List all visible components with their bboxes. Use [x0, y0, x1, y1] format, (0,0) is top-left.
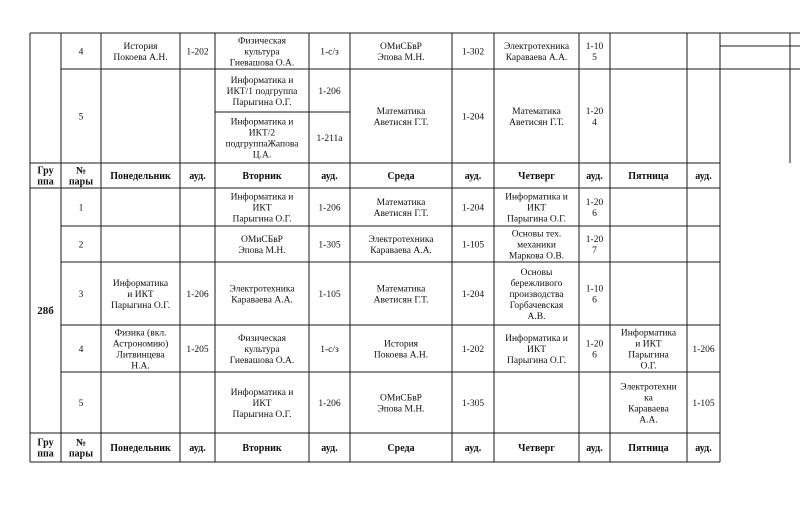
- subject-thursday: Электротехника Караваева А.А.: [503, 42, 570, 63]
- subject-tuesday: Электротехника Караваева А.А.: [229, 284, 295, 306]
- subject-monday: История Покоева А.Н.: [113, 42, 168, 63]
- header-cell: ауд.: [189, 171, 206, 182]
- header-cell: Гру ппа: [37, 437, 54, 460]
- room-thursday: 1-10 6: [585, 284, 604, 306]
- subject-tuesday-subgroup-2: Информатика и ИКТ/2 подгруппаЖапова Ц.А.: [225, 117, 299, 161]
- subject-thursday: Основы бережливого производства Горбачевская А.В.: [509, 268, 564, 322]
- header-cell: № пары: [68, 437, 94, 460]
- subject-wednesday: Математика Аветисян Г.Т.: [373, 107, 429, 128]
- room-friday: 1-206: [692, 345, 715, 355]
- group-name: 28б: [37, 305, 54, 317]
- room-tuesday: 1-305: [318, 240, 341, 251]
- header-cell: Вторник: [242, 443, 282, 454]
- subject-wednesday: ОМиСБвР Эпова М.Н.: [377, 393, 425, 415]
- room-wednesday: 1-204: [461, 203, 485, 214]
- room-friday: 1-105: [692, 399, 715, 409]
- room-monday: 1-205: [186, 345, 209, 355]
- header-cell: Среда: [387, 443, 415, 454]
- subject-monday: Информатика и ИКТ Парыгина О.Г.: [111, 279, 170, 311]
- room-wednesday: 1-204: [461, 290, 485, 300]
- header-cell: Вторник: [242, 171, 282, 182]
- room-tuesday: 1-с/з: [320, 47, 339, 58]
- header-cell: ауд.: [695, 171, 712, 182]
- pair-number: 5: [78, 112, 84, 123]
- header-cell: ауд.: [189, 443, 206, 454]
- room-thursday: 1-20 6: [585, 339, 604, 361]
- header-cell: ауд.: [321, 443, 338, 454]
- room-tuesday-subgroup-1: 1-206: [318, 87, 341, 97]
- header-cell: Четверг: [518, 171, 555, 182]
- subject-tuesday: Информатика и ИКТ Парыгина О.Г.: [230, 192, 294, 225]
- room-wednesday: 1-105: [461, 240, 485, 251]
- room-tuesday: 1-с/з: [320, 345, 339, 355]
- header-cell: ауд.: [321, 171, 338, 182]
- subject-friday: Электротехни ка Караваева А.А.: [620, 382, 677, 426]
- header-cell: ауд.: [695, 443, 712, 454]
- subject-thursday: Информатика и ИКТ Парыгина О.Г.: [505, 334, 568, 366]
- header-cell: Гру ппа: [37, 165, 54, 188]
- room-tuesday-subgroup-2: 1-211а: [316, 134, 343, 144]
- header-cell: ауд.: [464, 171, 482, 182]
- subject-tuesday: ОМиСБвР Эпова М.Н.: [238, 235, 286, 256]
- room-wednesday: 1-305: [461, 399, 485, 409]
- header-cell: Четверг: [518, 443, 555, 454]
- room-thursday: 1-10 5: [585, 42, 604, 63]
- subject-tuesday: Физическая культура Гиевашова О.А.: [229, 334, 295, 366]
- subject-wednesday: ОМиСБвР Эпова М.Н.: [377, 42, 425, 63]
- pair-number: 5: [78, 399, 84, 409]
- header-cell: ауд.: [586, 171, 603, 182]
- header-cell: Понедельник: [110, 171, 171, 182]
- pair-number: 1: [78, 203, 84, 214]
- pair-number: 2: [78, 240, 84, 251]
- room-tuesday: 1-105: [318, 290, 341, 300]
- subject-thursday: Информатика и ИКТ Парыгина О.Г.: [505, 192, 568, 225]
- room-thursday: 1-20 4: [585, 107, 604, 128]
- subject-thursday: Математика Аветисян Г.Т.: [509, 107, 564, 128]
- header-cell: ауд.: [586, 443, 603, 454]
- subject-wednesday: Электротехника Караваева А.А.: [368, 235, 434, 256]
- room-tuesday: 1-206: [318, 203, 341, 214]
- subject-tuesday: Физическая культура Гиевашова О.А.: [229, 36, 295, 69]
- room-monday: 1-206: [186, 290, 209, 300]
- subject-thursday: Основы тех. механики Маркова О.В.: [508, 229, 565, 262]
- header-cell: № пары: [68, 165, 94, 188]
- room-wednesday: 1-204: [461, 112, 485, 123]
- pair-number: 4: [78, 345, 84, 355]
- room-wednesday: 1-302: [461, 47, 485, 58]
- pair-number: 3: [78, 290, 84, 300]
- room-tuesday: 1-206: [318, 399, 341, 409]
- pair-number: 4: [78, 47, 84, 58]
- subject-monday: Физика (вкл. Астрономию) Литвинцева Н.А.: [112, 328, 169, 372]
- header-cell: Понедельник: [110, 443, 171, 454]
- subject-wednesday: Математика Аветисян Г.Т.: [373, 284, 429, 306]
- room-thursday: 1-20 6: [585, 198, 604, 219]
- table-cells: [37, 37, 715, 460]
- room-wednesday: 1-202: [461, 345, 485, 355]
- header-cell: Пятница: [628, 171, 669, 182]
- header-cell: ауд.: [464, 443, 482, 454]
- room-monday: 1-202: [186, 47, 209, 58]
- header-cell: Среда: [387, 171, 415, 182]
- header-cell: Пятница: [628, 443, 669, 454]
- subject-wednesday: История Покоева А.Н.: [373, 339, 429, 361]
- subject-tuesday: Информатика и ИКТ Парыгина О.Г.: [230, 388, 294, 420]
- subject-wednesday: Математика Аветисян Г.Т.: [373, 198, 429, 219]
- subject-tuesday-subgroup-1: Информатика и ИКТ/1 подгруппа Парыгина О.Г.: [226, 76, 298, 108]
- room-thursday: 1-20 7: [585, 235, 604, 256]
- subject-friday: Информатика и ИКТ Парыгина О.Г.: [620, 328, 677, 372]
